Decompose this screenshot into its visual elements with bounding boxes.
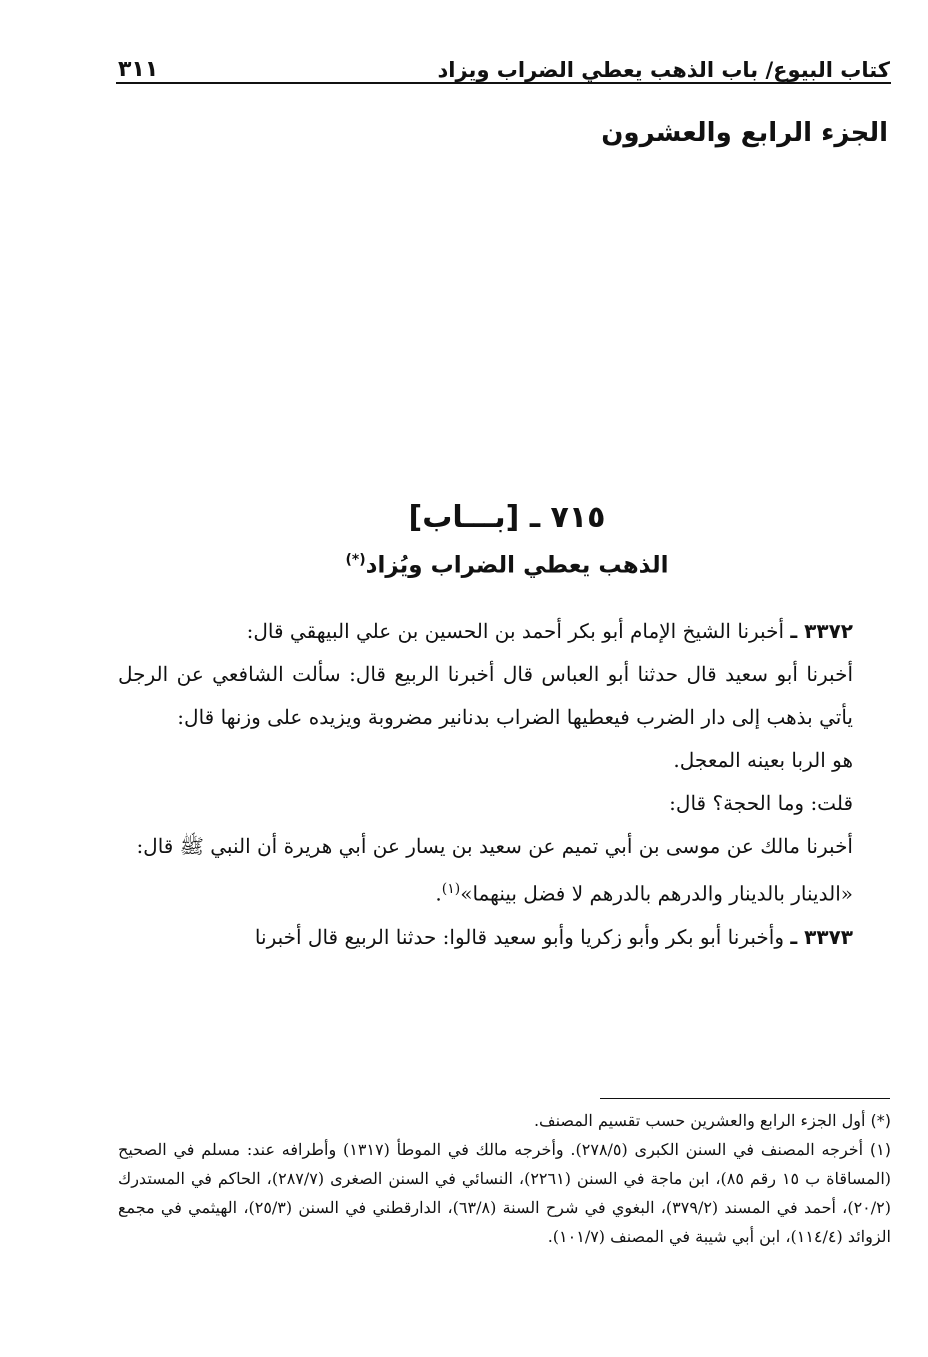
footnote-1-text: أخرجه المصنف في السنن الكبرى (٢٧٨/٥). وأخرجه مالك في الموطأ (١٣١٧) وأطرافه عند: مسلم في الصحيح (المساقاة ب ١٥ رقم ٨٥)، ابن ماجة في السنن (٢٢٦١)، النسائي في السنن الصغرى (٢٨٧/٧)، الحاكم في المستدرك (٢٠/٢)، أحمد في المسند (٣٧٩/٢)، البغوي في شرح السنة (٦٣/٨)، الدارقطني في السنن (٢٥/٣)، الهيثمي في مجمع الزوائد (١١٤/٤)، ابن أبي شيبة في المصنف (١٠١/٧). [118,1140,892,1246]
paragraph-chain: أخبرنا مالك عن موسى بن أبي تميم عن سعيد بن يسار عن أبي هريرة أن النبي ﷺ قال: [136,834,853,858]
footnote-star-mark: (*) [870,1111,891,1130]
quote-end: . [435,881,442,906]
part-heading: الجزء الرابع والعشرون [601,118,888,148]
footnote-1-mark: (١) [869,1140,892,1159]
hadith-quote: «الدينار بالدينار والدرهم بالدرهم لا فضل بينهما» [460,881,853,906]
footnote-ref-1: (١) [441,881,461,897]
paragraph-text: وأخبرنا أبو بكر وأبو زكريا وأبو سعيد قالوا: حدثنا الربيع قال أخبرنا [254,924,784,949]
footnote-1 [118,1135,891,1251]
header-rule [116,82,891,84]
hadith-number: ٣٣٧٢ ـ [790,619,853,643]
footnotes [118,1106,891,1251]
paragraph-text: أخبرنا الشيخ الإمام أبو بكر أحمد بن الحسين بن علي البيهقي قال: [246,619,784,643]
paragraph-hadith-quote [118,868,891,916]
running-header [118,42,890,82]
chapter-number: ٧١٥ ـ [بـــاب] [408,500,606,535]
running-title: كتاب البيوع/ باب الذهب يعطي الضراب ويزاد [437,58,890,82]
footnote-star-text: أول الجزء الرابع والعشرين حسب تقسيم المصنف. [533,1111,866,1130]
page-number: ٣١١ [118,57,159,82]
paragraph-answer: هو الربا بعينه المعجل. [673,748,853,772]
body-text [118,610,891,959]
hadith-number: ٣٣٧٣ ـ [790,924,853,949]
paragraph-hadith-3373 [118,916,891,959]
footnote-rule [600,1098,890,1099]
paragraph-proof-question: قلت: وما الحجة؟ قال: [669,791,853,815]
paragraph-hadith-3372 [118,610,891,653]
footnote-star [118,1106,891,1135]
chapter-title [0,552,928,579]
chapter-title-footnote-mark: (*) [345,552,366,568]
paragraph-question: أخبرنا أبو سعيد قال حدثنا أبو العباس قال أخبرنا الربيع قال: سألت الشافعي عن الرجل يأتي بذهب إلى دار الضرب فيعطيها الضراب بدنانير مضروبة ويزيده على وزنها قال: [118,662,853,729]
chapter-title-text: الذهب يعطي الضراب ويُزاد [365,552,669,579]
